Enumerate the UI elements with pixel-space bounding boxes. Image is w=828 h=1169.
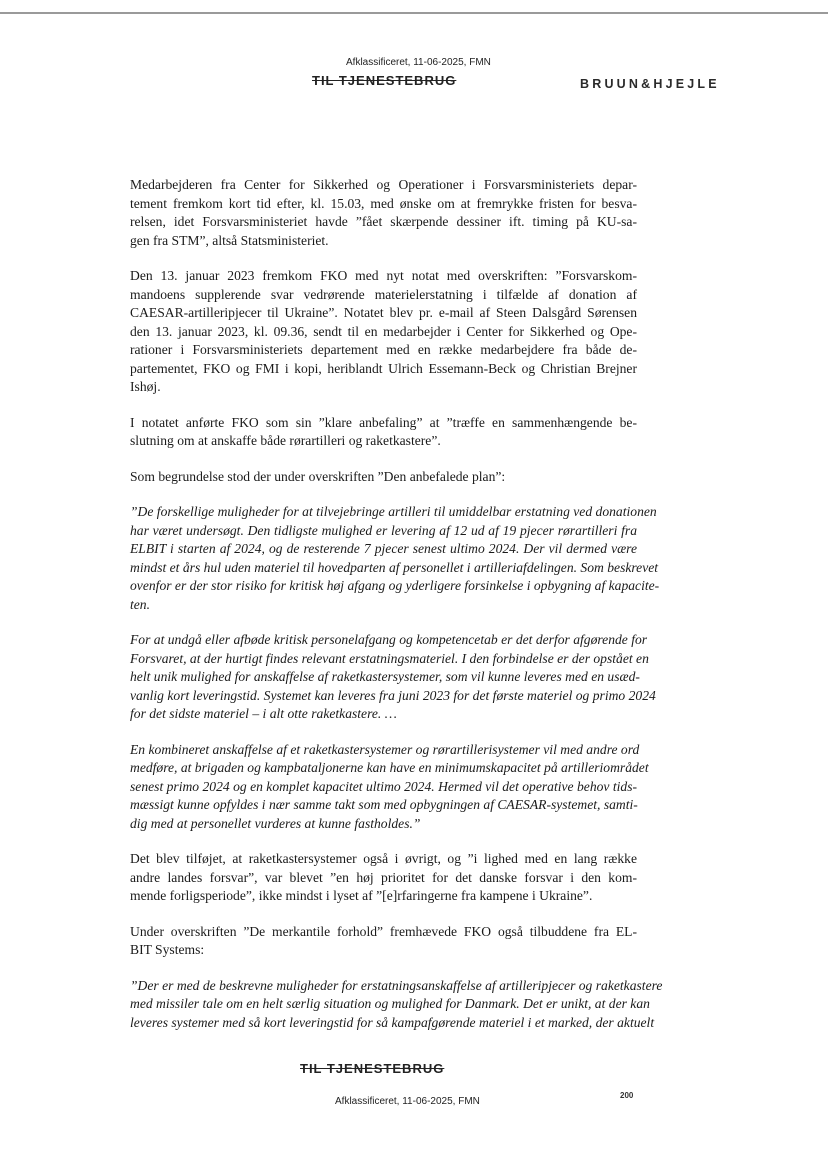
text-line: Som begrundelse stod der under overskriften ”Den anbefalede plan”: [130,468,506,484]
page-number: 200 [620,1091,634,1100]
text-line: senest primo 2024 og en komplet kapacitet ultimo 2024. Hermed vil det operative behov tids- [130,778,638,794]
text-line: Under overskriften ”De merkantile forhold” fremhævede FKO også tilbuddene fra EL- [130,923,637,939]
text-line: CAESAR-artilleripjecer til Ukraine”. Notatet blev pr. e-mail af Steen Dalsgård Sørensen [130,305,637,320]
text-line: ovenfor er der stor risiko for kritisk høj afgang og yderligere forsinkelse i opbygning af kapacite- [130,578,660,593]
text-line: rationer i Forsvarsministeriets departement med en række medarbejdere fra både de- [130,342,637,357]
text-line: ”De forskellige muligheder for at tilvejebringe artilleri til umiddelbar erstatning ved donationen [130,504,657,519]
company-logo: BRUUN&HJEJLE [580,77,720,91]
text-line: Forsvaret, at der hurtigt findes relevant erstatningsmateriel. I den forbindelse er der opstået en [130,650,649,666]
text-line: mindst et års hul uden materiel til hovedparten af personellet i artilleriafdelingen. Som beskrevet [130,559,659,575]
text-line: BIT Systems: [130,942,205,957]
text-line: den 13. januar 2023, kl. 09.36, sendt til en medarbejder i Center for Sikkerhed og Ope- [130,323,637,339]
text-line: I notatet anførte FKO som sin ”klare anbefaling” at ”træffe en sammenhængende be- [130,414,637,430]
text-line: med missiler tale om en helt særlig situation og mulighed for Danmark. Det er unikt, at der kan [130,996,650,1011]
text-line: gen fra STM”, altså Statsministeriet. [130,232,329,248]
text-line: ELBIT i starten af 2024, og de resterende 7 pjecer senest ultimo 2024. Der vil dermed være [130,541,637,556]
declassification-stamp-top: Afklassificeret, 11-06-2025, FMN [346,57,491,68]
paragraph [130,414,637,451]
text-line: Ishøj. [130,379,161,394]
text-line: for det sidste materiel – i alt otte raketkastere. … [130,706,397,721]
scan-edge-line [0,12,828,14]
text-line: ”Der er med de beskrevne muligheder for erstatningsanskaffelse af artilleripjecer og raketkastere [130,977,663,993]
text-line: Den 13. januar 2023 fremkom FKO med nyt notat med overskriften: ”Forsvarskom- [130,268,637,283]
classification-marking-bottom: TIL TJENESTEBRUG [300,1061,445,1076]
text-line: partementet, FKO og FMI i kopi, heriblandt Ulrich Essemann-Beck og Christian Brejner [130,360,637,376]
text-line: For at undgå eller afbøde kritisk personelafgang og kompetencetab er det derfor afgørende for [130,632,648,647]
text-line: vanlig kort leveringstid. Systemet kan leveres fra juni 2023 for det første materiel og primo 2024 [130,687,656,703]
text-line: har været undersøgt. Den tidligste mulighed er levering af 12 ud af 19 pjecer rørartilleri fra [130,522,637,538]
text-line: tement fremkom kort tid efter, kl. 15.03, med ønske om at fremrykke fristen for besva- [130,195,637,211]
document-body [130,176,663,1049]
text-line: mandoens supplerende svar vedrørende materielerstatning i tilfælde af donation af [130,286,637,302]
paragraph [130,176,637,250]
text-line: andre landes forsvar”, var blevet ”en høj prioritet for det danske forsvar i den kom- [130,869,637,885]
paragraph [130,923,637,960]
paragraph [130,267,637,397]
text-line: Det blev tilføjet, at raketkastersystemer også i øvrigt, og ”i lighed med en lang række [130,851,637,866]
text-line: mæssigt kunne opfyldes i nær samme takt som med opbygningen af CAESAR-systemet, samti- [130,797,638,812]
quote-paragraph [130,631,656,724]
classification-marking-top: TIL TJENESTEBRUG [312,73,457,88]
quote-paragraph [130,741,649,834]
paragraph [130,468,637,487]
text-line: leveres systemer med så kort leveringstid for så kampafgørende materiel i et marked, der aktuelt [130,1014,655,1030]
quote-paragraph [130,977,663,1033]
paragraph [130,850,637,906]
text-line: medføre, at brigaden og kampbataljonerne kan have en minimumskapacitet på artilleriområdet [130,760,649,775]
text-line: relsen, idet Forsvarsministeriet havde ”fået skærpende dessiner ift. timing på KU-sa- [130,214,637,229]
text-line: En kombineret anskaffelse af et raketkastersystemer og rørartillerisystemer vil med andre ord [130,741,640,757]
text-line: Medarbejderen fra Center for Sikkerhed og Operationer i Forsvarsministeriets depar- [130,177,637,192]
declassification-stamp-bottom: Afklassificeret, 11-06-2025, FMN [335,1096,480,1107]
text-line: mende forligsperiode”, ikke mindst i lyset af ”[e]rfaringerne fra kampene i Ukraine”. [130,888,593,903]
text-line: ten. [130,596,151,612]
quote-paragraph [130,503,660,614]
text-line: helt unik mulighed for anskaffelse af raketkastersystemer, som vil kunne leveres med en usæd- [130,669,640,684]
text-line: dig med at personellet vurderes at kunne fastholdes.” [130,815,421,831]
text-line: slutning om at anskaffe både rørartilleri og raketkastere”. [130,433,441,448]
